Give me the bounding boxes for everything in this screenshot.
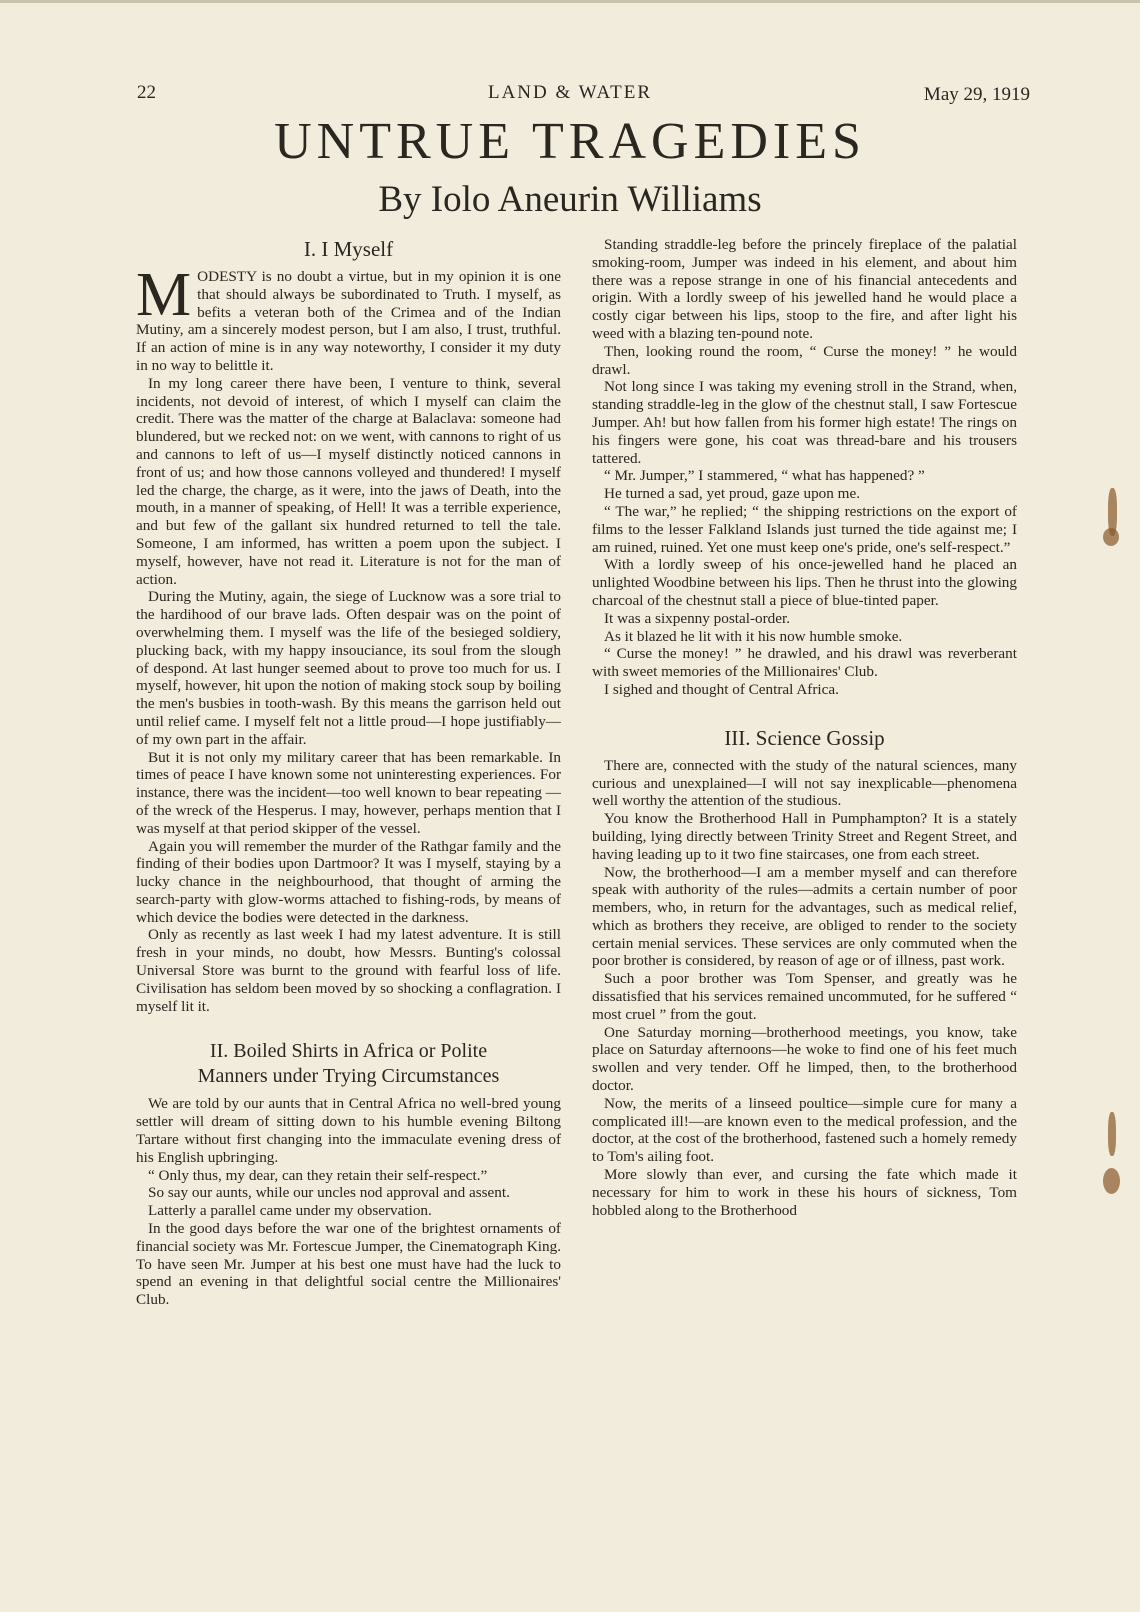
paragraph: Latterly a parallel came under my observation. — [148, 1202, 432, 1220]
paragraph: In my long career there have been, I venture to think, several incidents, not devoid of interest, of which I myself can claim the credit. There was the matter of the charge at Balaclava: someone had blundered, but we recked not: on we went, with cannons to right of us and cannons to left of us—I myself distinctly noticed cannons in front of us; and how those cannons volleyed and thundered! I myself led the charge, the charge, as it were, into the jaws of Death, into the mouth, in a manner of speaking, of Hell! It was a terrible experience, and but few of the gallant six hundred returned to tell the tale. Someone, I am informed, has written a poem upon the subject. I myself, however, have not read it. Literature is not for the man of action. — [136, 374, 561, 588]
paragraph: “ The war,” he replied; “ the shipping restrictions on the export of films to the lesser Falkland Islands just turned the tide against me; I am ruined, ruined. Yet one must keep one's pride, one's self-respect.” — [592, 502, 1017, 556]
paragraph: In the good days before the war one of the brightest ornaments of financial society was Mr. Fortescue Jumper, the Cinematograph King. To have seen Mr. Jumper at his best one must have had the luck to spend an evening in that delightful social centre the Millionaires' Club. — [136, 1220, 561, 1309]
paragraph: Such a poor brother was Tom Spenser, and greatly was he dissatisfied that his services remained uncommuted, for he suffered “ most cruel ” from the gout. — [592, 970, 1017, 1023]
article-title: UNTRUE TRAGEDIES — [274, 113, 866, 170]
paragraph: “ Only thus, my dear, can they retain their self-respect.” — [148, 1166, 488, 1184]
paper-stain — [1103, 1168, 1120, 1194]
section-heading-3: III. Science Gossip — [724, 725, 885, 750]
paragraph: “ Mr. Jumper,” I stammered, “ what has happened? ” — [604, 467, 925, 485]
paragraph: So say our aunts, while our uncles nod approval and assent. — [148, 1184, 510, 1202]
page-number: 22 — [137, 82, 156, 103]
paragraph: He turned a sad, yet proud, gaze upon me. — [604, 485, 860, 503]
paragraph: Now, the brotherhood—I am a member myself and can therefore speak with authority of the rules—admits a certain number of poor members, who, in return for the advantages, such as medical relief, which as brothers they receive, are obliged to render to the society certain menial services. These services are only commuted when the poor brother is considered, by reason of age or of illness, past work. — [592, 863, 1017, 970]
paragraph: With a lordly sweep of his once-jewelled hand he placed an unlighted Woodbine between his lips. Then he thrust into the glowing charcoal of the chestnut stall a piece of blue-tinted paper. — [592, 556, 1017, 609]
issue-date: May 29, 1919 — [923, 84, 1030, 105]
paragraph: It was a sixpenny postal-order. — [604, 609, 791, 627]
left-column — [136, 236, 561, 1309]
article-byline: By Iolo Aneurin Williams — [378, 179, 762, 220]
drop-cap: M — [136, 261, 192, 329]
paragraph: Then, looking round the room, “ Curse the money! ” he would drawl. — [592, 342, 1017, 378]
paragraph: Now, the merits of a linseed poultice—simple cure for many a complicated ill!—are known even to the medical profession, and the doctor, at the cost of the brotherhood, fastened such a homely remedy to Tom's ailing foot. — [592, 1094, 1017, 1166]
paragraph: But it is not only my military career that has been remarkable. In times of peace I have known some not uninteresting experiences. For instance, there was the incident—too well known to bear repeating —of the wreck of the Hesperus. I may, however, perhaps mention that I was myself at that period skipper of the vessel. — [136, 748, 561, 837]
paragraph: “ Curse the money! ” he drawled, and his drawl was reverberant with sweet memories of the Millionaires' Club. — [592, 645, 1017, 681]
paragraph: As it blazed he lit with it his now humble smoke. — [604, 627, 903, 645]
paragraph: Standing straddle-leg before the princely fireplace of the palatial smoking-room, Jumper was indeed in his element, and about him there was a repose strange in one of his financial antecedents and origin. With a lordly sweep of his jewelled hand he would place a costly cigar between his lips, stoop to the fire, and after light his weed with a blazing ten-pound note. — [592, 236, 1017, 342]
paper-stain — [1103, 528, 1119, 546]
paragraph: One Saturday morning—brotherhood meetings, you know, take place on Saturday afternoons—he woke to find one of his feet much swollen and very tender. Off he limped, then, to the brotherhood doctor. — [592, 1023, 1017, 1095]
paragraph: Again you will remember the murder of the Rathgar family and the finding of their bodies upon Dartmoor? It was I myself, staying by a lucky chance in the neighbourhood, that thought of arming the search-party with glow-worms attached to fishing-rods, by means of which device the bodies were detected in the darkness. — [136, 837, 561, 926]
paragraph: You know the Brotherhood Hall in Pumphampton? It is a stately building, lying directly between Trinity Street and Regent Street, and having leading up to it two fine staircases, one from each street. — [592, 810, 1017, 863]
section-heading-1: I. I Myself — [303, 237, 394, 261]
page-header — [0, 82, 1140, 108]
paragraph: There are, connected with the study of the natural sciences, many curious and unexplained—I will not say inexplicable—phenomena well worthy the attention of the studious. — [592, 756, 1017, 810]
page-top-edge — [0, 0, 1140, 3]
paragraph: More slowly than ever, and cursing the fate which made it necessary for him to work in these his hours of sickness, Tom hobbled along to the Brotherhood — [592, 1166, 1017, 1219]
magazine-name: LAND & WATER — [487, 82, 653, 103]
paragraph: During the Mutiny, again, the siege of Lucknow was a sore trial to the hardihood of our brave lads. Often despair was on the point of overwhelming them. I myself was the life of the besieged soldiery, plucking back, with my happy insouciance, its soul from the slough of despond. At last hunger seemed about to prove too much for us. I myself, however, hit upon the notion of making stock soup by boiling the men's busbies in tooth-wash. By this means the garrison held out until relief came. I myself felt not a little proud—I hope justifiably—of my own part in the affair. — [136, 588, 561, 748]
section-heading-2: II. Boiled Shirts in Africa or Polite Manners under Trying Circumstances — [197, 1040, 500, 1088]
paragraph: MODESTY is no doubt a virtue, but in my opinion it is one that should always be subordinated to Truth. I myself, as befits a veteran both of the Crimea and of the Indian Mutiny, am a sincerely modest person, but I am also, I trust, truthful. If an action of mine is in any way noteworthy, I consider it my duty in no way to belittle it. — [136, 261, 561, 374]
paragraph: We are told by our aunts that in Central Africa no well-bred young settler will dream of sitting down to his humble evening Biltong Tartare without first changing into the immaculate evening dress of his English upbringing. — [136, 1095, 561, 1166]
paper-stain — [1108, 1112, 1116, 1156]
paragraph: I sighed and thought of Central Africa. — [604, 680, 839, 698]
paragraph: Not long since I was taking my evening stroll in the Strand, when, standing straddle-leg in the glow of the chestnut stall, I saw Fortescue Jumper. Ah! but how fallen from his former high estate! The rings on his fingers were gone, his coat was thread-bare and his trousers tattered. — [592, 378, 1017, 467]
right-column — [592, 236, 1017, 1219]
paragraph: Only as recently as last week I had my latest adventure. It is still fresh in your minds, no doubt, how Messrs. Bunting's colossal Universal Store was burnt to the ground with fearful loss of life. Civilisation has seldom been moved by so shocking a conflagration. I myself lit it. — [136, 926, 561, 1015]
